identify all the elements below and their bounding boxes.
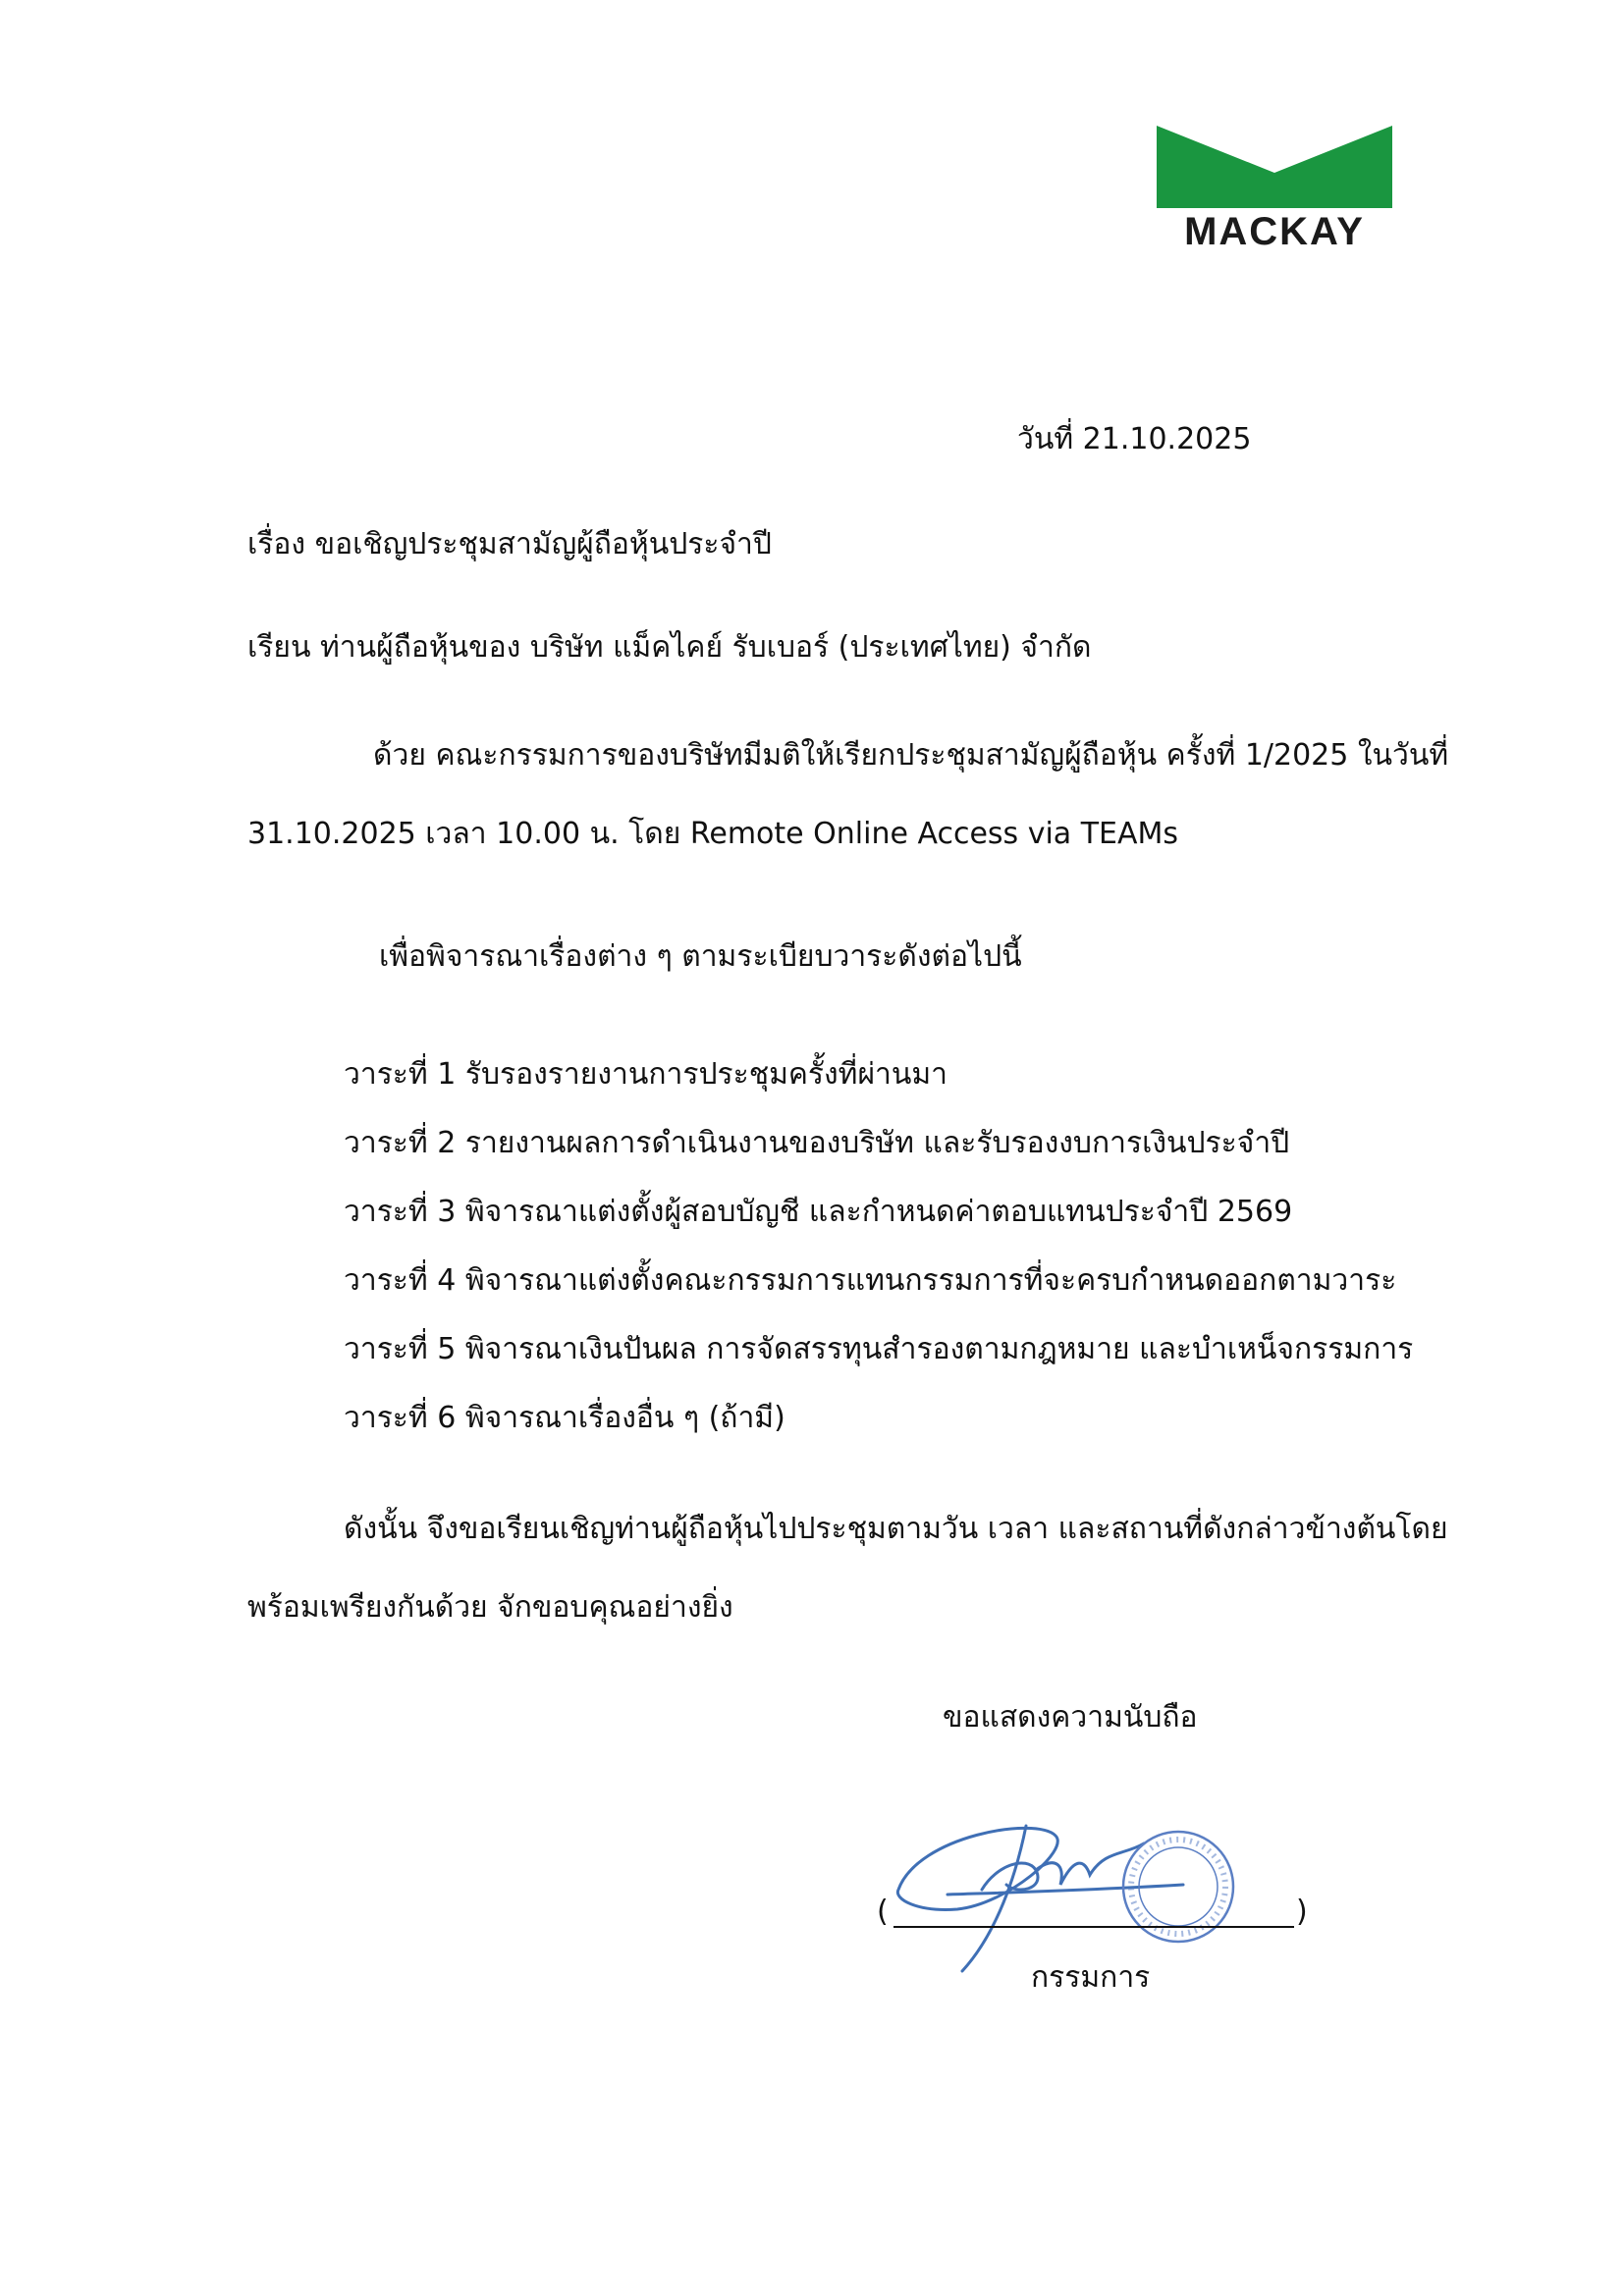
agenda-item-3: วาระที่ 3 พิจารณาแต่งตั้งผู้สอบบัญชี และกำหนดค่าตอบแทนประจำปี 2569 (344, 1195, 1293, 1229)
agenda-item-6: วาระที่ 6 พิจารณาเรื่องอื่น ๆ (ถ้ามี) (344, 1401, 785, 1435)
signatory-title: กรรมการ (1031, 1960, 1151, 1995)
body-paragraph-line-1: ด้วย คณะกรรมการของบริษัทมีมติให้เรียกประชุมสามัญผู้ถือหุ้น ครั้งที่ 1/2025 ในวันที่ (373, 738, 1449, 773)
closing-line-2: พร้อมเพรียงกันด้วย จักขอบคุณอย่างยิ่ง (247, 1590, 733, 1625)
subject-line: เรื่อง ขอเชิญประชุมสามัญผู้ถือหุ้นประจำปี (247, 527, 772, 561)
company-logo (1157, 126, 1392, 253)
recipient-line: เรียน ท่านผู้ถือหุ้นของ บริษัท แม็คไคย์ รับเบอร์ (ประเทศไทย) จำกัด (247, 630, 1092, 665)
regards-line: ขอแสดงความนับถือ (943, 1700, 1198, 1735)
agenda-item-1: วาระที่ 1 รับรองรายงานการประชุมครั้งที่ผ่านมา (344, 1057, 948, 1092)
logo-wordmark: MACKAY (1184, 210, 1365, 253)
closing-line-1: ดังนั้น จึงขอเรียนเชิญท่านผู้ถือหุ้นไปประชุมตามวัน เวลา และสถานที่ดังกล่าวข้างต้นโดย (344, 1512, 1448, 1546)
agenda-intro: เพื่อพิจารณาเรื่องต่าง ๆ ตามระเบียบวาระดังต่อไปนี้ (379, 939, 1022, 974)
signature-stamp-graphic (889, 1796, 1242, 1973)
agenda-item-5: วาระที่ 5 พิจารณาเงินปันผล การจัดสรรทุนสำรองตามกฎหมาย และบำเหน็จกรรมการ (344, 1332, 1414, 1366)
signature-line (893, 1926, 1294, 1928)
agenda-item-4: วาระที่ 4 พิจารณาแต่งตั้งคณะกรรมการแทนกรรมการที่จะครบกำหนดออกตามวาระ (344, 1263, 1397, 1298)
signature-close-paren: ) (1296, 1895, 1308, 1929)
body-paragraph-line-2: 31.10.2025 เวลา 10.00 น. โดย Remote Online Access via TEAMs (247, 817, 1179, 851)
signature-open-paren: ( (877, 1895, 889, 1929)
agenda-item-2: วาระที่ 2 รายงานผลการดำเนินงานของบริษัท และรับรองงบการเงินประจำปี (344, 1126, 1290, 1160)
document-date: วันที่ 21.10.2025 (1017, 422, 1252, 456)
logo-mark (1157, 126, 1392, 208)
